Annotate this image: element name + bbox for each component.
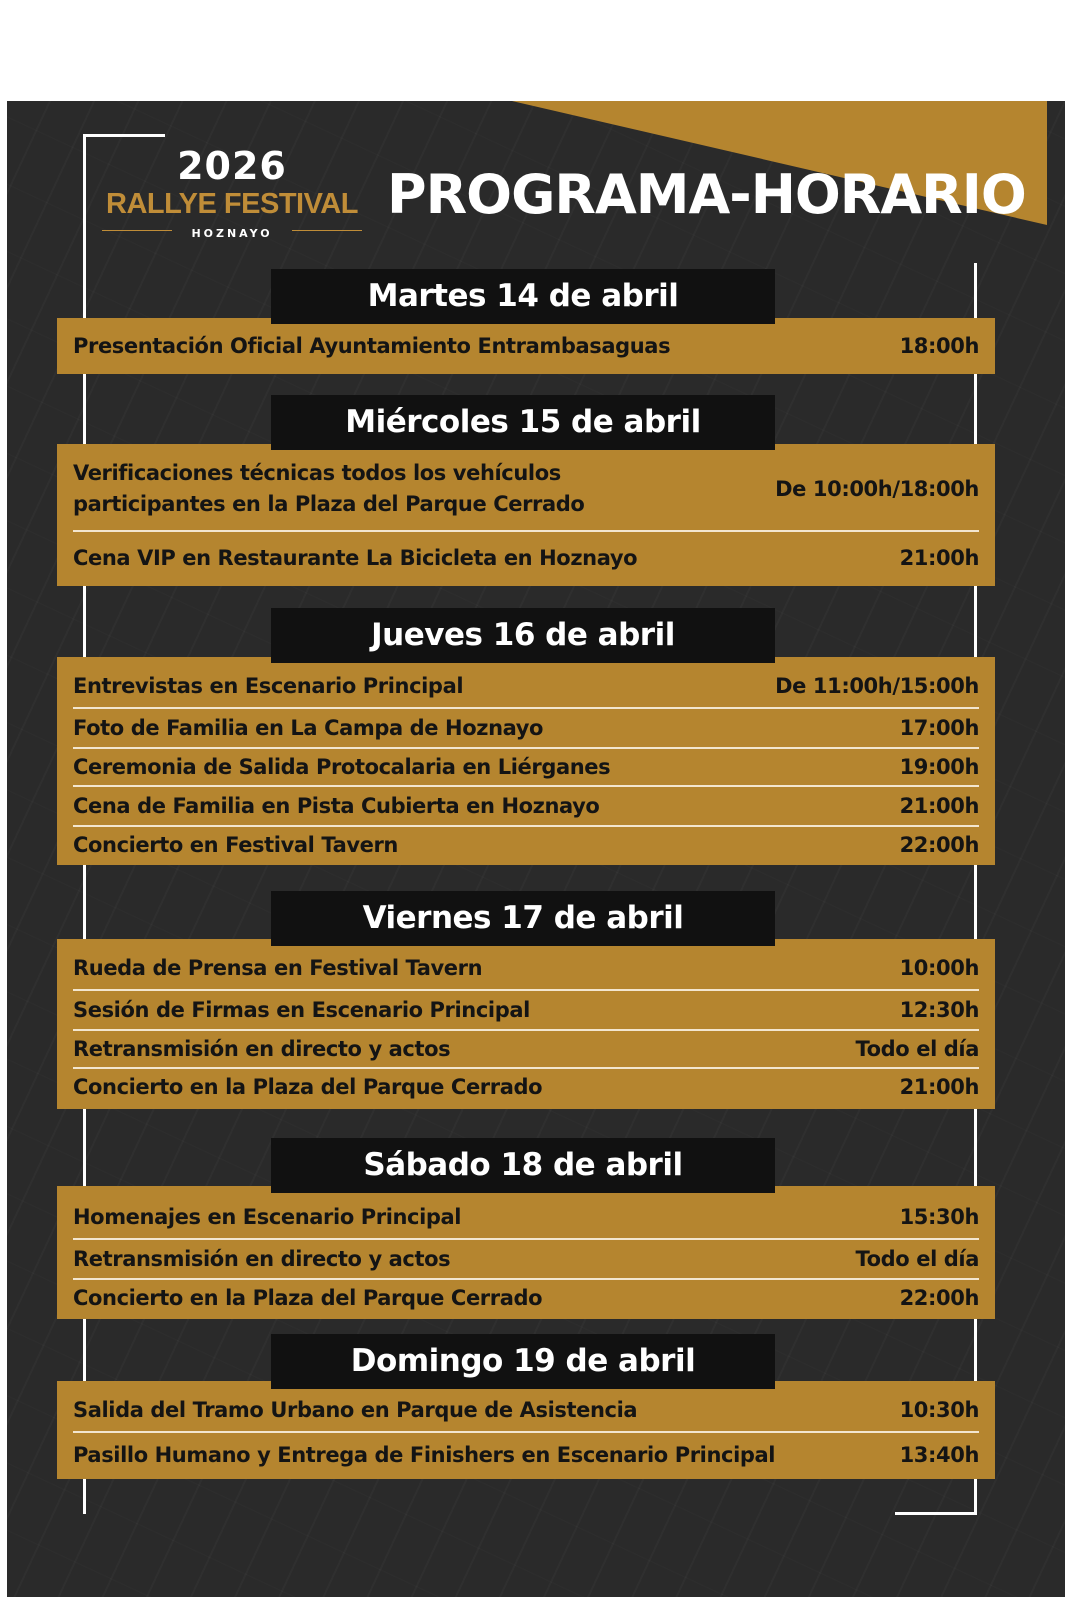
event-time: 15:30h	[899, 1205, 979, 1229]
day-header: Domingo 19 de abril	[271, 1334, 775, 1389]
event-name: Entrevistas en Escenario Principal	[73, 673, 464, 698]
logo-line-right	[292, 230, 362, 231]
frame-line-top	[83, 134, 165, 137]
event-row	[73, 1433, 979, 1477]
event-row	[73, 787, 979, 825]
festival-logo	[102, 144, 362, 238]
event-name: Ceremonia de Salida Protocalaria en Liérganes	[73, 754, 611, 779]
logo-line-left	[102, 230, 172, 231]
event-time: De 10:00h/18:00h	[775, 477, 979, 501]
event-row	[73, 448, 979, 530]
event-time: 21:00h	[899, 546, 979, 570]
event-time: 19:00h	[899, 755, 979, 779]
event-row	[73, 991, 979, 1029]
day-band	[57, 657, 995, 865]
event-time: 21:00h	[899, 794, 979, 818]
event-row	[73, 1240, 979, 1278]
day-band	[57, 318, 995, 374]
event-name: Pasillo Humano y Entrega de Finishers en Escenario Principal	[73, 1442, 776, 1467]
event-row	[73, 1196, 979, 1238]
logo-place: HOZNAYO	[191, 227, 273, 240]
event-name: Concierto en la Plaza del Parque Cerrado	[73, 1074, 543, 1099]
event-name: Cena de Familia en Pista Cubierta en Hoznayo	[73, 793, 600, 818]
event-time: 12:30h	[899, 998, 979, 1022]
event-row	[73, 749, 979, 785]
event-time: Todo el día	[855, 1247, 979, 1271]
event-row	[73, 1031, 979, 1067]
event-row	[73, 665, 979, 707]
event-name: Homenajes en Escenario Principal	[73, 1204, 462, 1229]
event-time: Todo el día	[855, 1037, 979, 1061]
event-row	[73, 1389, 979, 1431]
event-row	[73, 827, 979, 863]
event-name: Retransmisión en directo y actos	[73, 1036, 451, 1061]
page-title: PROGRAMA-HORARIO	[387, 163, 1026, 226]
event-time: 21:00h	[899, 1075, 979, 1099]
day-band	[57, 1186, 995, 1319]
logo-name: RALLYE FESTIVAL	[106, 188, 358, 220]
event-time: 13:40h	[899, 1443, 979, 1467]
day-header: Miércoles 15 de abril	[271, 395, 775, 450]
event-name: Concierto en la Plaza del Parque Cerrado	[73, 1285, 543, 1310]
event-name: Salida del Tramo Urbano en Parque de Asistencia	[73, 1397, 638, 1422]
event-name: Verificaciones técnicas todos los vehículos participantes en la Plaza del Parque Cerrado	[73, 461, 585, 516]
event-time: 22:00h	[899, 833, 979, 857]
day-header: Jueves 16 de abril	[271, 608, 775, 663]
event-time: 22:00h	[899, 1286, 979, 1310]
day-header: Viernes 17 de abril	[271, 891, 775, 946]
event-name: Presentación Oficial Ayuntamiento Entrambasaguas	[73, 333, 671, 358]
event-time: 10:30h	[899, 1398, 979, 1422]
day-band	[57, 1381, 995, 1479]
event-time: 18:00h	[899, 334, 979, 358]
event-name: Retransmisión en directo y actos	[73, 1246, 451, 1271]
event-row	[73, 1069, 979, 1105]
event-row	[73, 318, 979, 374]
event-name: Cena VIP en Restaurante La Bicicleta en Hoznayo	[73, 545, 638, 570]
logo-place-row	[102, 222, 362, 238]
event-name: Foto de Familia en La Campa de Hoznayo	[73, 715, 544, 740]
day-header: Martes 14 de abril	[271, 269, 775, 324]
event-time: De 11:00h/15:00h	[775, 674, 979, 698]
frame-line-bottom	[895, 1512, 977, 1515]
event-row	[73, 1280, 979, 1316]
event-name: Rueda de Prensa en Festival Tavern	[73, 955, 483, 980]
day-band	[57, 939, 995, 1109]
day-band	[57, 444, 995, 586]
event-row	[73, 947, 979, 989]
logo-year: 2026	[177, 144, 287, 188]
event-time: 10:00h	[899, 956, 979, 980]
event-name: Concierto en Festival Tavern	[73, 832, 398, 857]
day-header: Sábado 18 de abril	[271, 1138, 775, 1193]
event-name: Sesión de Firmas en Escenario Principal	[73, 997, 530, 1022]
event-row	[73, 709, 979, 747]
event-time: 17:00h	[899, 716, 979, 740]
poster	[7, 101, 1065, 1597]
event-row	[73, 532, 979, 584]
